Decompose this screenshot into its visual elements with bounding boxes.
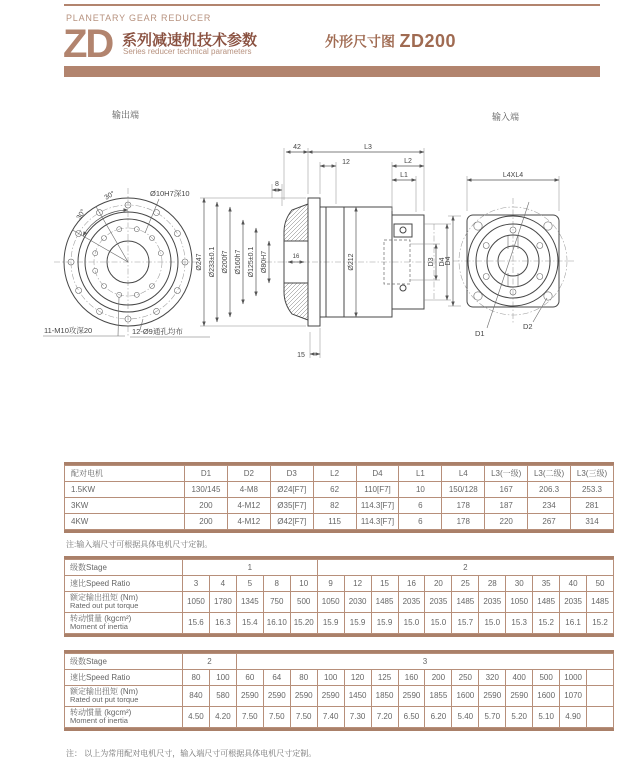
table-cell: 6 — [399, 498, 442, 514]
stage-group: 1 — [183, 560, 318, 576]
stage-header-row — [65, 654, 614, 670]
table-cell: 15.3 — [506, 612, 533, 633]
table-cell: 206.3 — [528, 482, 571, 498]
table-cell: 130/145 — [185, 482, 228, 498]
ratio-row — [65, 576, 614, 592]
model-number: ZD200 — [399, 31, 456, 51]
table-cell: 1000 — [560, 670, 587, 686]
table-cell: 500 — [533, 670, 560, 686]
row-label — [65, 686, 183, 707]
table-cell: 1600 — [533, 686, 560, 707]
table-row — [65, 514, 614, 530]
table-cell: 1485 — [452, 592, 479, 613]
dim-L1: L1 — [400, 172, 408, 179]
row-label-cn: 转动惯量 (kgcm²) — [70, 613, 132, 623]
table-cell: 114.3[F7] — [356, 498, 399, 514]
table-cell: 840 — [183, 686, 210, 707]
table-cell: 15.20 — [290, 612, 317, 633]
table-cell: 3 — [183, 576, 210, 592]
dim-L4xL4: L4XL4 — [502, 172, 524, 179]
angle-dim: 30° — [75, 208, 88, 222]
table-cell: 253.3 — [571, 482, 614, 498]
dim-L3: L3 — [364, 144, 372, 151]
table-cell: 1485 — [371, 592, 398, 613]
table-cell: 7.50 — [263, 706, 290, 727]
table-cell: 9 — [317, 576, 344, 592]
table-cell: 8 — [263, 576, 290, 592]
table-cell: 5.20 — [506, 706, 533, 727]
ratio-row — [65, 670, 614, 686]
table-cell: 10 — [399, 482, 442, 498]
dim-16: 16 — [292, 254, 300, 260]
table-cell: 5.40 — [452, 706, 479, 727]
table-cell: 28 — [479, 576, 506, 592]
page-title: 系列减速机技术参数 — [122, 32, 258, 49]
dimension-label: 外形尺寸图 — [325, 33, 395, 50]
table-cell: 6.50 — [398, 706, 425, 727]
table-cell: 120 — [344, 670, 371, 686]
table-cell: 15.9 — [344, 612, 371, 633]
table-cell: 400 — [506, 670, 533, 686]
table-cell: 2590 — [317, 686, 344, 707]
table-cell: 62 — [313, 482, 356, 498]
table-cell: 15 — [371, 576, 398, 592]
stage-group: 2 — [317, 560, 613, 576]
table-cell: 267 — [528, 514, 571, 530]
dimension-table — [64, 462, 614, 533]
dim-dia160: Ø160h7 — [235, 249, 242, 275]
output-end-label: 输出端 — [112, 110, 140, 120]
table-cell — [587, 686, 614, 707]
table-cell: 4.90 — [560, 706, 587, 727]
table-cell: 2590 — [290, 686, 317, 707]
table-cell: 6.20 — [425, 706, 452, 727]
side-view-drawing — [196, 136, 452, 376]
table-cell: 110[F7] — [356, 482, 399, 498]
angle-dim: 30° — [103, 190, 117, 202]
table-cell: 2035 — [560, 592, 587, 613]
table-cell: 35 — [533, 576, 560, 592]
table-cell: 115 — [313, 514, 356, 530]
table-cell: 15.2 — [587, 612, 614, 633]
table-cell: Ø24[F7] — [270, 482, 313, 498]
eyebrow-text: PLANETARY GEAR REDUCER — [66, 13, 212, 23]
table-cell: 1780 — [209, 592, 236, 613]
table-cell: 40 — [560, 576, 587, 592]
series-logo: ZD — [63, 22, 113, 66]
table-cell: 167 — [485, 482, 528, 498]
table-cell: 16.3 — [209, 612, 236, 633]
table-cell: 580 — [209, 686, 236, 707]
row-label: 速比Speed Ratio — [65, 670, 183, 686]
table-cell: 2590 — [506, 686, 533, 707]
table-cell: 4-M8 — [227, 482, 270, 498]
table-cell: 100 — [317, 670, 344, 686]
table-cell: 15.6 — [183, 612, 210, 633]
hole-callout: Ø10H7深10 — [150, 189, 190, 198]
row-label-cn: 额定输出扭矩 (Nm) — [70, 687, 138, 696]
table-cell: 12 — [344, 576, 371, 592]
table-cell: 15.0 — [425, 612, 452, 633]
table-cell: 80 — [290, 670, 317, 686]
table-cell: 234 — [528, 498, 571, 514]
table-cell: 2590 — [236, 686, 263, 707]
table-cell: 5.10 — [533, 706, 560, 727]
table-cell — [587, 706, 614, 727]
table-cell: 114.3[F7] — [356, 514, 399, 530]
table-cell: 1345 — [236, 592, 263, 613]
table-cell: D3 — [270, 466, 313, 482]
table-cell: 200 — [425, 670, 452, 686]
dim-dia125: Ø125±0.1 — [248, 246, 255, 278]
table-cell: 178 — [442, 498, 485, 514]
table-cell: 1050 — [317, 592, 344, 613]
dim-D1: D1 — [475, 329, 485, 338]
table-cell: D4 — [356, 466, 399, 482]
table-cell: 1.5KW — [65, 482, 185, 498]
table-header-row — [65, 466, 614, 482]
table-cell: 15.0 — [479, 612, 506, 633]
input-end-label: 输入端 — [492, 112, 520, 122]
table-cell: 1450 — [344, 686, 371, 707]
table-cell: 150/128 — [442, 482, 485, 498]
table-cell: L3(一级) — [485, 466, 528, 482]
dim-L2: L2 — [404, 158, 412, 165]
table-cell: 15.7 — [452, 612, 479, 633]
stage-group: 3 — [236, 654, 613, 670]
table-cell: 7.30 — [344, 706, 371, 727]
table-cell: 7.20 — [371, 706, 398, 727]
table-cell: 7.40 — [317, 706, 344, 727]
row-label: 级数Stage — [65, 560, 183, 576]
row-label-cn: 转动惯量 (kgcm²) — [70, 707, 132, 717]
table-cell — [587, 670, 614, 686]
table-cell: 281 — [571, 498, 614, 514]
table-row — [65, 482, 614, 498]
tapped-hole-callout: 11-M10攻深20 — [44, 326, 93, 335]
table-cell: 4 — [209, 576, 236, 592]
table-cell: Ø35[F7] — [270, 498, 313, 514]
table-cell: 2035 — [398, 592, 425, 613]
table-cell: 25 — [452, 576, 479, 592]
table-cell: 60 — [236, 670, 263, 686]
table-row — [65, 498, 614, 514]
dim-dia247: Ø247 — [196, 253, 203, 271]
torque-row — [65, 592, 614, 613]
table-cell: 64 — [263, 670, 290, 686]
table-cell: 2590 — [398, 686, 425, 707]
dim-D4-input: D4 — [445, 256, 452, 266]
table-cell: 2590 — [263, 686, 290, 707]
table-cell: 200 — [185, 498, 228, 514]
dim-15: 15 — [297, 352, 305, 359]
table-cell: 1485 — [587, 592, 614, 613]
table-cell: 15.9 — [317, 612, 344, 633]
table-cell: 320 — [479, 670, 506, 686]
dim-dia200: Ø200f7 — [222, 250, 229, 274]
dimension-title — [325, 31, 456, 52]
row-label: 级数Stage — [65, 654, 183, 670]
dim-42: 42 — [293, 144, 301, 151]
table-cell: 178 — [442, 514, 485, 530]
table-cell: 314 — [571, 514, 614, 530]
table-cell: 2035 — [479, 592, 506, 613]
dim-D2: D2 — [523, 322, 533, 331]
table-cell: D1 — [185, 466, 228, 482]
ratio-table-2 — [64, 650, 614, 731]
table-cell: 4KW — [65, 514, 185, 530]
dim-D4: D4 — [439, 257, 446, 267]
table-cell: 6 — [399, 514, 442, 530]
through-hole-callout: 12-Ø9通孔均布 — [132, 327, 183, 336]
table-cell: L3(二级) — [528, 466, 571, 482]
table-cell: 500 — [290, 592, 317, 613]
table-cell: 15.2 — [533, 612, 560, 633]
footer-note: 注： 以上为常用配对电机尺寸，输入端尺寸可根据具体电机尺寸定制。 — [66, 749, 317, 758]
table-cell: 16.10 — [263, 612, 290, 633]
table-cell: 80 — [183, 670, 210, 686]
table-note: 注:输入端尺寸可根据具体电机尺寸定制。 — [66, 540, 213, 549]
inertia-row — [65, 706, 614, 727]
row-label-en: Moment of inertia — [70, 716, 128, 725]
row-label-en: Moment of inertia — [70, 622, 128, 631]
table-cell: 200 — [185, 514, 228, 530]
table-cell: 20 — [425, 576, 452, 592]
table-cell: 2035 — [425, 592, 452, 613]
table-cell: 100 — [209, 670, 236, 686]
row-label — [65, 706, 183, 727]
table-cell: 1050 — [183, 592, 210, 613]
accent-bar — [64, 66, 600, 77]
table-cell: L1 — [399, 466, 442, 482]
table-cell: 125 — [371, 670, 398, 686]
page-subtitle: Series reducer technical parameters — [123, 47, 252, 56]
row-label — [65, 612, 183, 633]
table-cell: 7.50 — [290, 706, 317, 727]
table-cell: 2590 — [479, 686, 506, 707]
table-cell: L2 — [313, 466, 356, 482]
table-cell: 1600 — [452, 686, 479, 707]
table-cell: 7.50 — [236, 706, 263, 727]
table-cell: 50 — [587, 576, 614, 592]
table-cell: 220 — [485, 514, 528, 530]
table-cell: 1050 — [506, 592, 533, 613]
table-cell: 1485 — [533, 592, 560, 613]
table-cell: 15.4 — [236, 612, 263, 633]
table-cell: 2030 — [344, 592, 371, 613]
table-cell: 配对电机 — [65, 466, 185, 482]
inertia-row — [65, 612, 614, 633]
ratio-table-1 — [64, 556, 614, 637]
dim-D3: D3 — [428, 257, 435, 267]
table-cell: 5 — [236, 576, 263, 592]
table-cell: 1850 — [371, 686, 398, 707]
table-cell: 4.50 — [183, 706, 210, 727]
table-cell: 16 — [398, 576, 425, 592]
table-cell: Ø42[F7] — [270, 514, 313, 530]
table-cell: 160 — [398, 670, 425, 686]
table-cell: 4-M12 — [227, 498, 270, 514]
row-label: 速比Speed Ratio — [65, 576, 183, 592]
dim-dia212: Ø212 — [348, 253, 355, 271]
table-cell: 4.20 — [209, 706, 236, 727]
table-cell: 4-M12 — [227, 514, 270, 530]
row-label-en: Rated out put torque — [70, 601, 139, 611]
table-cell: L3(三级) — [571, 466, 614, 482]
table-cell: 30 — [506, 576, 533, 592]
dim-dia233: Ø233±0.1 — [209, 246, 216, 278]
table-cell: 187 — [485, 498, 528, 514]
table-cell: L4 — [442, 466, 485, 482]
stage-header-row — [65, 560, 614, 576]
table-cell: 250 — [452, 670, 479, 686]
table-cell: 750 — [263, 592, 290, 613]
dim-12: 12 — [342, 159, 350, 166]
table-cell: 15.9 — [371, 612, 398, 633]
table-cell: 3KW — [65, 498, 185, 514]
table-cell: 10 — [290, 576, 317, 592]
row-label-cn: 额定输出扭矩 (Nm) — [70, 593, 138, 602]
input-view-drawing — [445, 146, 635, 376]
table-cell: 1070 — [560, 686, 587, 707]
table-cell: 16.1 — [560, 612, 587, 633]
table-cell: 5.70 — [479, 706, 506, 727]
row-label — [65, 592, 183, 613]
table-cell: D2 — [227, 466, 270, 482]
stage-group: 2 — [183, 654, 237, 670]
torque-row — [65, 686, 614, 707]
row-label-en: Rated out put torque — [70, 695, 139, 705]
table-cell: 15.0 — [398, 612, 425, 633]
table-cell: 82 — [313, 498, 356, 514]
dim-8: 8 — [275, 181, 279, 188]
top-rule — [64, 4, 600, 6]
dim-dia80: Ø80H7 — [261, 250, 268, 274]
table-cell: 1855 — [425, 686, 452, 707]
